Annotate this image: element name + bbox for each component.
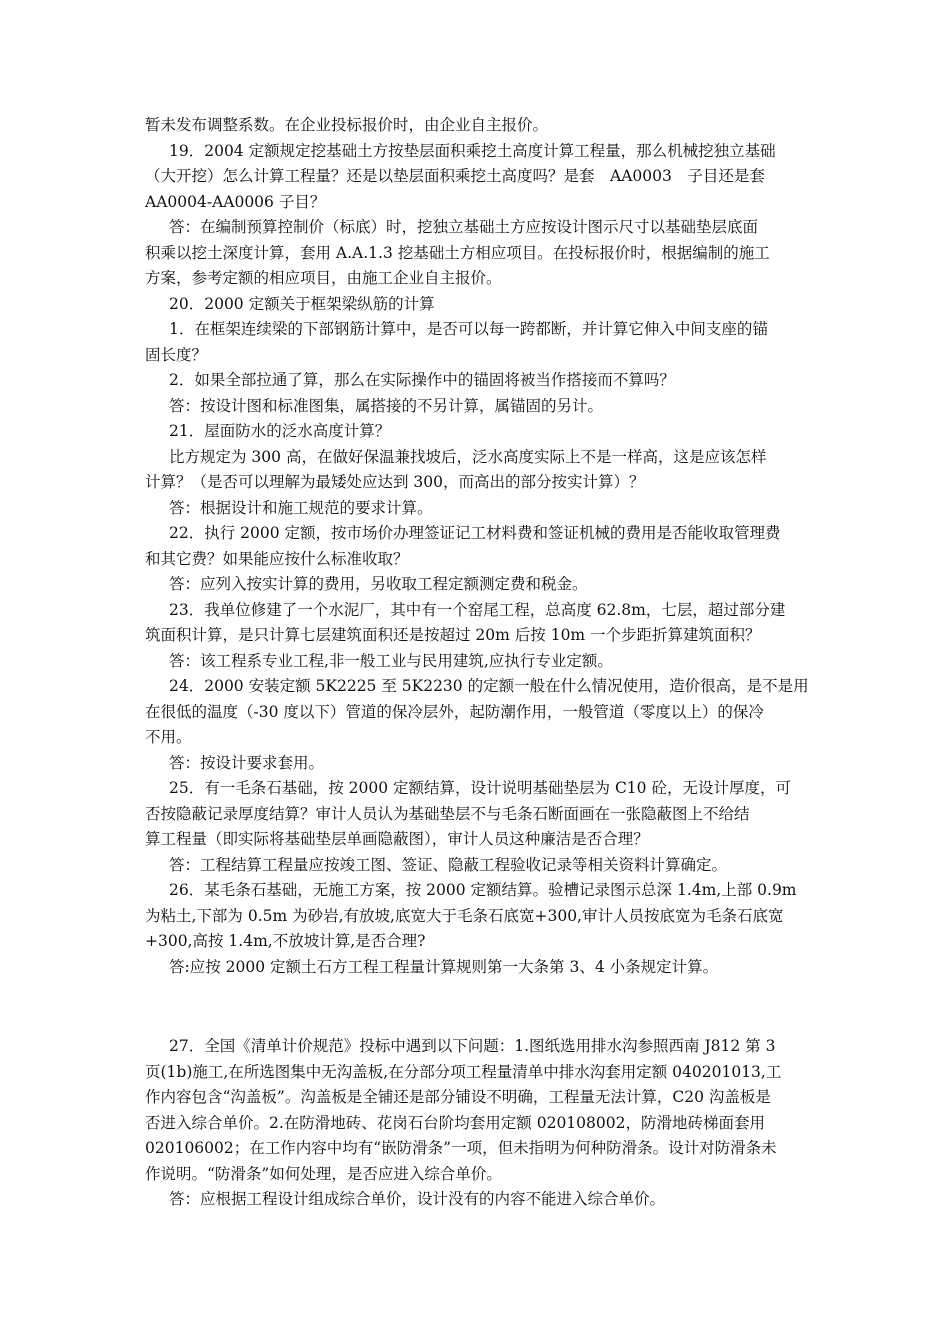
text-line: 23．我单位修建了一个水泥厂，其中有一个窑尾工程，总高度 62.8m，七层，超过部分建 [169, 600, 786, 619]
text-line: 25．有一毛条石基础，按 2000 定额结算，设计说明基础垫层为 C10 砼，无设计厚度，可 [169, 779, 791, 797]
text-line: AA0004-AA0006 子目？ [145, 192, 326, 211]
text-line: 不用。 [145, 728, 192, 746]
text-line: 答：应根据工程设计组成综合单价，设计没有的内容不能进入综合单价。 [169, 1190, 666, 1208]
text-line: 算工程量（即实际将基础垫层单画隐蔽图），审计人员这种廉洁是否合理？ [145, 830, 649, 848]
text-line: 在很低的温度（-30 度以下）管道的保冷层外，起防潮作用，一般管道（零度以上）的保冷 [145, 702, 764, 721]
text-line: 1．在框架连续梁的下部钢筋计算中，是否可以每一跨都断，并计算它伸入中间支座的锚 [169, 320, 768, 338]
text-line: 固长度？ [145, 345, 208, 364]
text-line: 020106002；在工作内容中均有“嵌防滑条”一项，但未指明为何种防滑条。设计对防滑条未 [145, 1139, 777, 1157]
text-line: 答：按设计图和标准图集，属搭接的不另计算，属锚固的另计。 [169, 396, 604, 415]
text-line: 作内容包含“沟盖板”。沟盖板是全铺还是部分铺设不明确，工程量无法计算，C20 沟盖板是 [145, 1088, 771, 1106]
text-line: 19．2004 定额规定挖基础土方按垫层面积乘挖土高度计算工程量，那么机械挖独立基础 [169, 141, 776, 160]
text-line: 筑面积计算，是只计算七层建筑面积还是按超过 20m 后按 10m 一个步距折算建筑面积？ [145, 626, 761, 644]
text-line: 22．执行 2000 定额，按市场价办理签证记工材料费和签证机械的费用是否能收取管理费 [169, 524, 781, 542]
text-line: 否按隐蔽记录厚度结算？审计人员认为基础垫层不与毛条石断面画在一张隐蔽图上不给结 [145, 804, 750, 823]
text-line: 21．屋面防水的泛水高度计算？ [169, 422, 391, 440]
text-line: 2．如果全部拉通了算，那么在实际操作中的锚固将被当作搭接而不算吗？ [169, 371, 675, 389]
text-line: 方案，参考定额的相应项目，由施工企业自主报价。 [145, 269, 502, 287]
text-line: +300,高按 1.4m,不放坡计算,是否合理? [145, 932, 426, 950]
text-line: 20．2000 定额关于框架梁纵筋的计算 [169, 294, 435, 313]
text-line: （大开挖）怎么计算工程量？还是以垫层面积乘挖土高度吗？是套 AA0003 子目还是套 [145, 167, 765, 185]
text-block-upper [145, 113, 808, 980]
text-line: 比方规定为 300 高，在做好保温兼找坡后，泛水高度实际上不是一样高，这是应该怎样 [169, 447, 767, 466]
text-line: 答：应列入按实计算的费用，另收取工程定额测定费和税金。 [169, 575, 588, 593]
text-line: 否进入综合单价。2.在防滑地砖、花岗石台阶均套用定额 020108002，防滑地砖梯面套用 [145, 1113, 765, 1132]
text-line: 作说明。“防滑条”如何处理，是否应进入综合单价。 [145, 1164, 502, 1183]
text-line: 答：该工程系专业工程,非一般工业与民用建筑,应执行专业定额。 [169, 651, 613, 670]
text-line: 答：在编制预算控制价（标底）时，挖独立基础土方应按设计图示尺寸以基础垫层底面 [169, 218, 759, 236]
text-line: 和其它费？如果能应按什么标准收取？ [145, 549, 409, 568]
text-line: 26．某毛条石基础，无施工方案，按 2000 定额结算。验槽记录图示总深 1.4m,上部 0.9m [169, 881, 797, 899]
text-line: 页(1b)施工,在所选图集中无沟盖板,在分部分项工程量清单中排水沟套用定额 040201013,工 [145, 1062, 782, 1081]
text-line: 答：按设计要求套用。 [169, 753, 325, 772]
text-line: 为粘土,下部为 0.5m 为砂岩,有放坡,底宽大于毛条石底宽+300,审计人员按底宽为毛条石底宽 [145, 906, 784, 925]
text-block-lower [145, 1034, 808, 1213]
text-line: 答：工程结算工程量应按竣工图、签证、隐蔽工程验收记录等相关资料计算确定。 [169, 855, 728, 874]
text-line: 24．2000 安装定额 5K2225 至 5K2230 的定额一般在什么情况使用，造价很高，是不是用 [169, 677, 809, 695]
text-line: 27．全国《清单计价规范》投标中遇到以下问题：1.图纸选用排水沟参照西南 J812 第 3 [169, 1037, 776, 1055]
text-line: 计算？（是否可以理解为最矮处应达到 300，而高出的部分按实计算）？ [145, 473, 645, 491]
text-line: 答:应按 2000 定额土石方工程工程量计算规则第一大条第 3、4 小条规定计算。 [169, 957, 719, 976]
text-line: 积乘以挖土深度计算，套用 A.A.1.3 挖基础土方相应项目。在投标报价时，根据编制的施工 [145, 243, 770, 262]
text-line: 答：根据设计和施工规范的要求计算。 [169, 498, 433, 517]
text-line: 暂未发布调整系数。在企业投标报价时，由企业自主报价。 [145, 116, 549, 134]
